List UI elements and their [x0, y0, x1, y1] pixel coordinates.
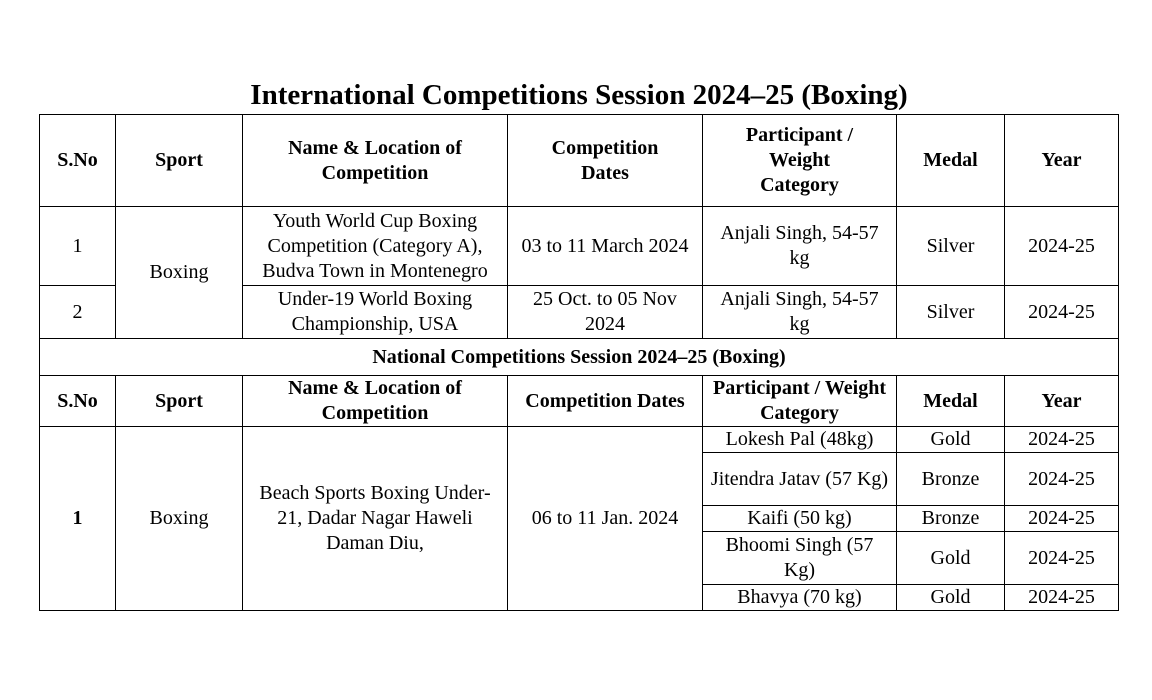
dates-cell: 06 to 11 Jan. 2024 [508, 427, 703, 611]
year-cell: 2024-25 [1005, 532, 1119, 585]
medal-cell: Gold [897, 532, 1005, 585]
table-row [40, 427, 1119, 453]
year-cell: 2024-25 [1005, 286, 1119, 339]
medal-cell: Gold [897, 585, 1005, 611]
header-year: Year [1005, 376, 1119, 427]
year-cell: 2024-25 [1005, 453, 1119, 506]
national-section-title: National Competitions Session 2024–25 (Boxing) [40, 339, 1119, 376]
medal-cell: Bronze [897, 506, 1005, 532]
sport-cell: Boxing [116, 427, 243, 611]
header-dates: Competition Dates [508, 376, 703, 427]
participant-cell: Bhavya (70 kg) [703, 585, 897, 611]
competition-cell: Under-19 World Boxing Championship, USA [243, 286, 508, 339]
participant-cell: Anjali Singh, 54-57 kg [703, 286, 897, 339]
header-sport: Sport [116, 115, 243, 207]
participant-cell: Bhoomi Singh (57 Kg) [703, 532, 897, 585]
dates-cell: 03 to 11 March 2024 [508, 207, 703, 286]
header-dates: Competition Dates [508, 115, 703, 207]
header-sno: S.No [40, 115, 116, 207]
participant-cell: Kaifi (50 kg) [703, 506, 897, 532]
dates-cell: 25 Oct. to 05 Nov 2024 [508, 286, 703, 339]
sport-cell: Boxing [116, 207, 243, 339]
competitions-table [39, 114, 1119, 611]
participant-cell: Anjali Singh, 54-57 kg [703, 207, 897, 286]
competition-cell: Youth World Cup Boxing Competition (Category A), Budva Town in Montenegro [243, 207, 508, 286]
header-competition: Name & Location of Competition [243, 115, 508, 207]
medal-cell: Gold [897, 427, 1005, 453]
page-title: International Competitions Session 2024–25 (Boxing) [250, 79, 908, 111]
medal-cell: Silver [897, 207, 1005, 286]
header-participant: Participant / Weight Category [703, 115, 897, 207]
header-sno: S.No [40, 376, 116, 427]
competition-cell: Beach Sports Boxing Under-21, Dadar Nagar Haweli Daman Diu, [243, 427, 508, 611]
participant-cell: Jitendra Jatav (57 Kg) [703, 453, 897, 506]
header-year: Year [1005, 115, 1119, 207]
international-header-row [40, 115, 1119, 207]
header-competition: Name & Location of Competition [243, 376, 508, 427]
year-cell: 2024-25 [1005, 585, 1119, 611]
sno-cell: 2 [40, 286, 116, 339]
sno-cell: 1 [40, 427, 116, 611]
year-cell: 2024-25 [1005, 427, 1119, 453]
header-medal: Medal [897, 115, 1005, 207]
sno-cell: 1 [40, 207, 116, 286]
medal-cell: Silver [897, 286, 1005, 339]
year-cell: 2024-25 [1005, 207, 1119, 286]
participant-cell: Lokesh Pal (48kg) [703, 427, 897, 453]
table-row [40, 207, 1119, 286]
year-cell: 2024-25 [1005, 506, 1119, 532]
header-medal: Medal [897, 376, 1005, 427]
national-header-row [40, 376, 1119, 427]
medal-cell: Bronze [897, 453, 1005, 506]
header-sport: Sport [116, 376, 243, 427]
national-section-title-row [40, 339, 1119, 376]
header-participant: Participant / Weight Category [703, 376, 897, 427]
